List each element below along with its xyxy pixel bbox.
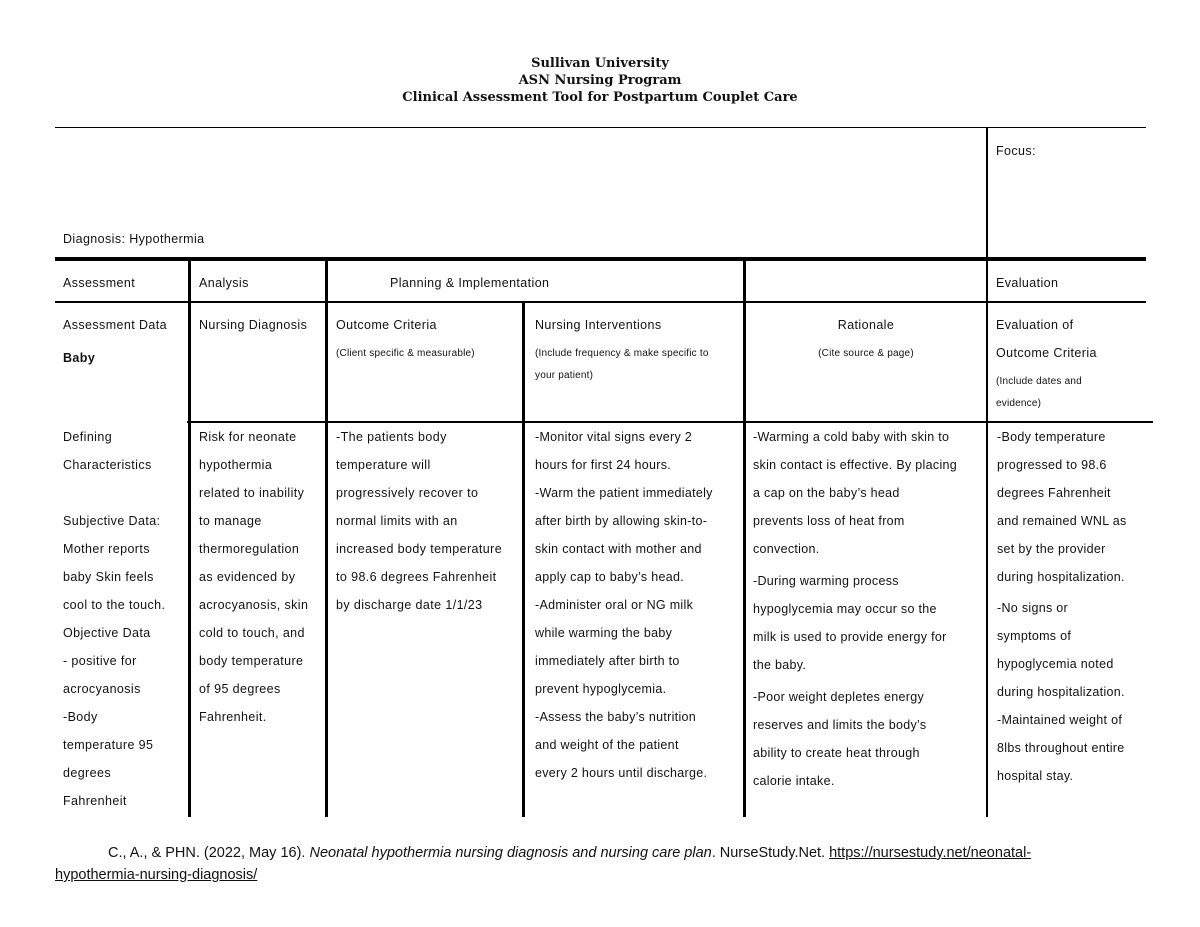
- table-top-border: [55, 127, 1146, 128]
- text-line: cool to the touch.: [63, 598, 166, 612]
- col-divider-2: [325, 259, 328, 817]
- text-line: acrocyanosis: [63, 682, 141, 696]
- text-line: during hospitalization.: [997, 570, 1125, 584]
- text-line: to manage: [199, 514, 262, 528]
- outcome-criteria-heading: Outcome Criteria: [336, 318, 437, 332]
- text-line: Risk for neonate: [199, 430, 297, 444]
- document-title: Clinical Assessment Tool for Postpartum Couplet Care: [402, 90, 798, 105]
- text-line: increased body temperature: [336, 542, 503, 556]
- evaluation-note-line-1: (Include dates and: [996, 376, 1082, 387]
- text-line: thermoregulation: [199, 542, 300, 556]
- text-line: hours for first 24 hours.: [535, 458, 672, 472]
- evaluation-note-line-2: evidence): [996, 398, 1042, 409]
- text-line: Subjective Data:: [63, 514, 161, 528]
- text-line: baby Skin feels: [63, 570, 154, 584]
- text-line: related to inability: [199, 486, 305, 500]
- text-line: of 95 degrees: [199, 682, 281, 696]
- col-divider-5: [986, 259, 988, 817]
- text-line: temperature 95: [63, 738, 154, 752]
- interventions-body: [535, 423, 713, 787]
- text-line: a cap on the baby’s head: [753, 486, 900, 500]
- section-assessment: Assessment: [63, 276, 136, 290]
- text-line: normal limits with an: [336, 514, 458, 528]
- assessment-data-heading: Assessment Data: [63, 318, 167, 332]
- outcome-body: [336, 423, 502, 619]
- evaluation-heading-line-2: Outcome Criteria: [996, 346, 1097, 360]
- text-line: ability to create heat through: [753, 746, 920, 760]
- interventions-note-line-2: your patient): [535, 370, 594, 381]
- text-line: acrocyanosis, skin: [199, 598, 309, 612]
- text-line: hypoglycemia may occur so the: [753, 602, 937, 616]
- text-line: temperature will: [336, 458, 431, 472]
- text-line: -Maintained weight of: [997, 713, 1123, 727]
- nursing-interventions-heading: Nursing Interventions: [535, 318, 662, 332]
- text-line: apply cap to baby’s head.: [535, 570, 685, 584]
- text-line: prevent hypoglycemia.: [535, 682, 667, 696]
- diagnosis-label: Diagnosis: Hypothermia: [63, 232, 205, 246]
- text-line: hospital stay.: [997, 769, 1074, 783]
- text-line: progressively recover to: [336, 486, 479, 500]
- text-line: Defining: [63, 430, 113, 444]
- text-line: degrees Fahrenheit: [997, 486, 1111, 500]
- text-line: -No signs or: [997, 601, 1068, 615]
- rationale-body: [753, 423, 957, 795]
- rationale-heading: Rationale: [837, 318, 895, 332]
- section-analysis: Analysis: [199, 276, 249, 290]
- program-name: ASN Nursing Program: [518, 73, 682, 88]
- text-line: immediately after birth to: [535, 654, 680, 668]
- text-line: Fahrenheit: [63, 794, 127, 808]
- assessment-body: [63, 423, 165, 815]
- text-line: Objective Data: [63, 626, 151, 640]
- text-line: symptoms of: [997, 629, 1072, 643]
- text-line: to 98.6 degrees Fahrenheit: [336, 570, 497, 584]
- text-line: -Warm the patient immediately: [535, 486, 713, 500]
- rationale-note: (Cite source & page): [818, 348, 914, 359]
- text-line: by discharge date 1/1/23: [336, 598, 483, 612]
- text-line: Characteristics: [63, 458, 152, 472]
- text-line: Fahrenheit.: [199, 710, 267, 724]
- section-evaluation: Evaluation: [996, 276, 1059, 290]
- section-header-top-border: [55, 257, 1146, 261]
- citation-link-continued[interactable]: hypothermia-nursing-diagnosis/: [55, 867, 258, 883]
- text-line: while warming the baby: [535, 626, 673, 640]
- focus-divider: [986, 128, 988, 258]
- text-line: every 2 hours until discharge.: [535, 766, 708, 780]
- interventions-note-line-1: (Include frequency & make specific to: [535, 348, 709, 359]
- citation-publisher: . NurseStudy.Net.: [711, 845, 826, 861]
- text-line: -Body: [63, 710, 98, 724]
- col-divider-3: [522, 303, 525, 817]
- text-line: prevents loss of heat from: [753, 514, 905, 528]
- text-line: skin contact with mother and: [535, 542, 702, 556]
- citation-link[interactable]: https://nursestudy.net/neonatal-: [829, 845, 1032, 861]
- focus-label: Focus:: [996, 144, 1036, 158]
- text-line: -Warming a cold baby with skin to: [753, 430, 950, 444]
- text-line: during hospitalization.: [997, 685, 1125, 699]
- text-line: -Administer oral or NG milk: [535, 598, 694, 612]
- text-line: 8lbs throughout entire: [997, 741, 1125, 755]
- citation-title: Neonatal hypothermia nursing diagnosis and nursing care plan: [309, 845, 712, 861]
- baby-label: Baby: [63, 351, 96, 365]
- text-line: convection.: [753, 542, 820, 556]
- text-line: and weight of the patient: [535, 738, 679, 752]
- text-line: milk is used to provide energy for: [753, 630, 947, 644]
- col-divider-1: [188, 259, 191, 817]
- text-line: body temperature: [199, 654, 304, 668]
- nursing-diagnosis-heading: Nursing Diagnosis: [199, 318, 308, 332]
- text-line: as evidenced by: [199, 570, 296, 584]
- text-line: Mother reports: [63, 542, 150, 556]
- section-planning: Planning & Implementation: [390, 276, 550, 290]
- section-header-bottom-border: [55, 301, 1146, 303]
- citation-line-2: [55, 864, 257, 887]
- text-line: hypoglycemia noted: [997, 657, 1114, 671]
- text-line: hypothermia: [199, 458, 273, 472]
- text-line: -The patients body: [336, 430, 447, 444]
- text-line: cold to touch, and: [199, 626, 305, 640]
- text-line: -During warming process: [753, 574, 899, 588]
- text-line: -Body temperature: [997, 430, 1106, 444]
- text-line: [63, 479, 165, 507]
- text-line: after birth by allowing skin-to-: [535, 514, 708, 528]
- text-line: reserves and limits the body’s: [753, 718, 927, 732]
- text-line: -Monitor vital signs every 2: [535, 430, 693, 444]
- text-line: -Assess the baby’s nutrition: [535, 710, 697, 724]
- text-line: -Poor weight depletes energy: [753, 690, 924, 704]
- text-line: the baby.: [753, 658, 807, 672]
- citation-line-1: [108, 842, 1031, 865]
- citation-authors: C., A., & PHN. (2022, May 16).: [108, 845, 306, 861]
- text-line: degrees: [63, 766, 111, 780]
- university-name: Sullivan University: [531, 56, 669, 71]
- text-line: progressed to 98.6: [997, 458, 1107, 472]
- text-line: calorie intake.: [753, 774, 835, 788]
- evaluation-heading-line-1: Evaluation of: [996, 318, 1074, 332]
- text-line: - positive for: [63, 654, 137, 668]
- evaluation-body: [997, 423, 1127, 790]
- text-line: and remained WNL as: [997, 514, 1127, 528]
- text-line: skin contact is effective. By placing: [753, 458, 958, 472]
- text-line: set by the provider: [997, 542, 1106, 556]
- outcome-criteria-note: (Client specific & measurable): [336, 348, 475, 359]
- diagnosis-body: [199, 423, 308, 731]
